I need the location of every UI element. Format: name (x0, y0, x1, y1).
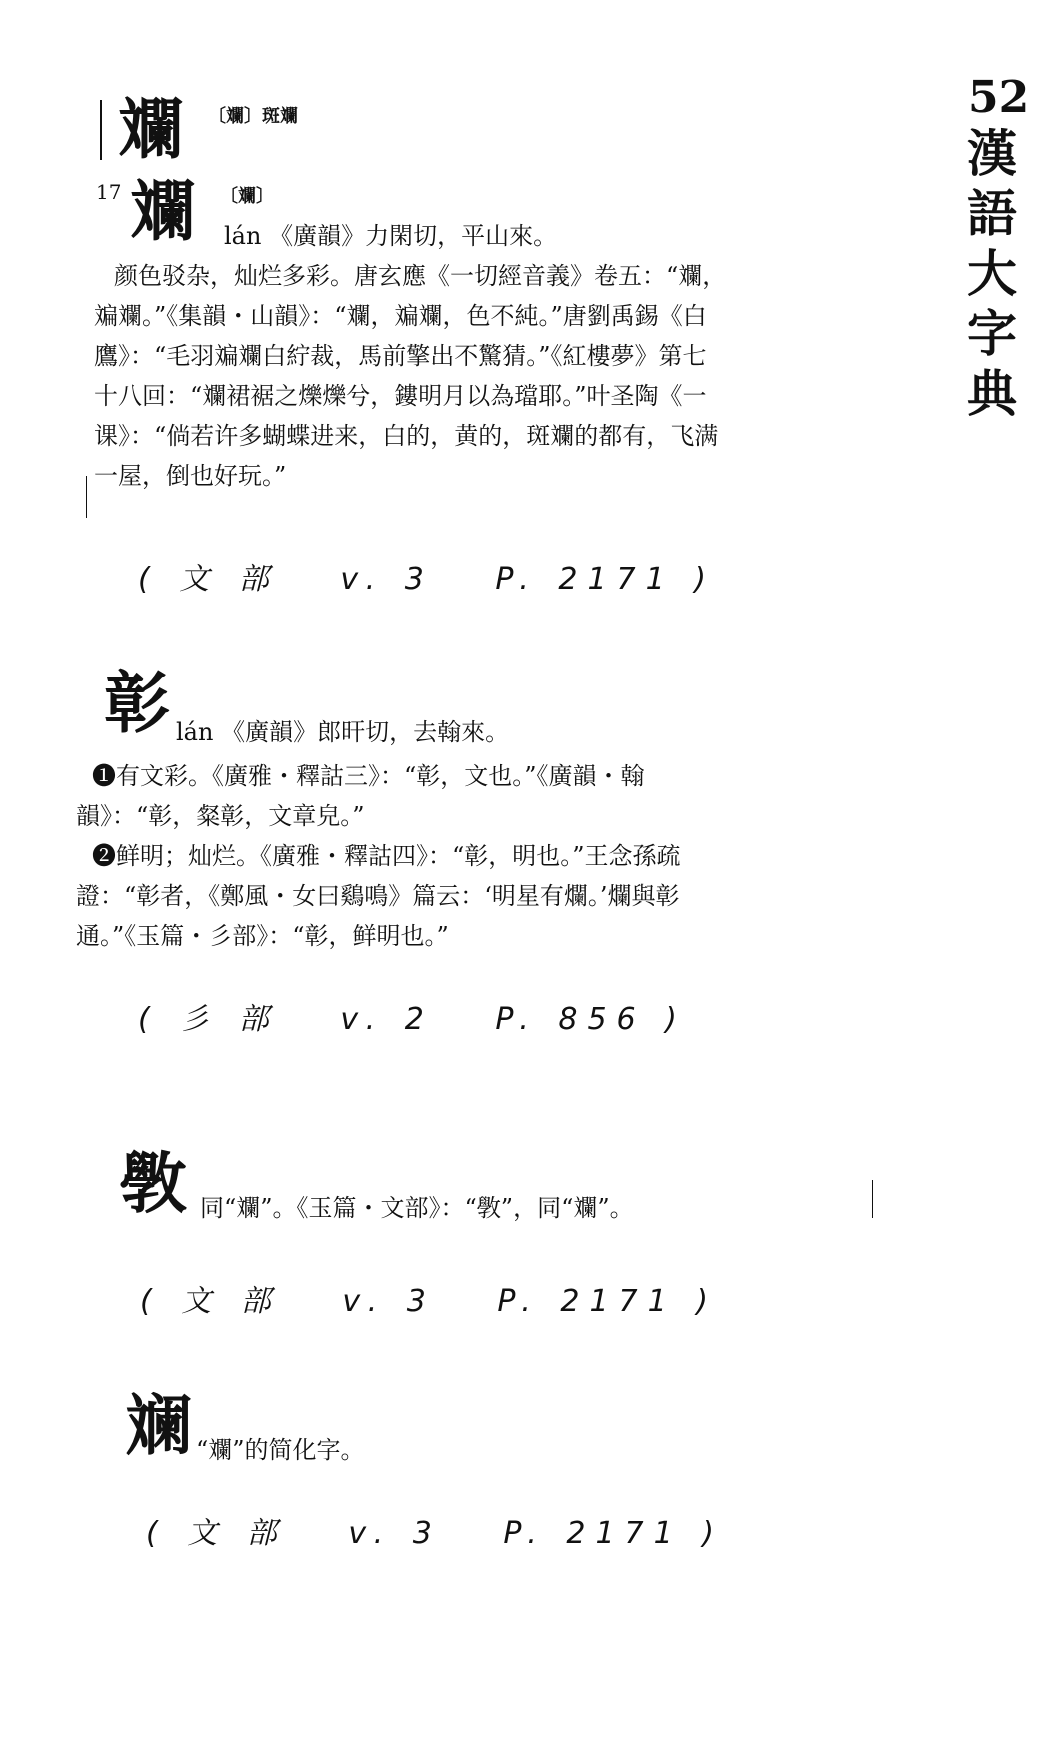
ref-radical: ( 文 部 (146, 1516, 287, 1551)
definition-line: 斒斕。”《集韻・山韻》：“斕，斒斕，色不純。”唐劉禹錫《白 (94, 302, 707, 330)
definition-line: 课》：“倘若许多蝴蝶进来，白的，黄的，斑斕的都有，飞满 (94, 422, 719, 450)
ref-radical: ( 彡 部 (138, 1002, 279, 1037)
margin-rule (100, 100, 102, 160)
title-char: 大 (967, 244, 1017, 303)
variant-note: 〔斕〕 (220, 186, 274, 207)
entry-text: “斕”的简化字。 (196, 1436, 365, 1464)
pronunciation: lán 《廣韻》郎旰切，去翰來。 (176, 718, 510, 746)
ref-page: P. 2171 ) (503, 1516, 724, 1551)
ref-volume: v. 3 (340, 562, 434, 597)
margin-rule (86, 476, 87, 518)
title-char: 漢 (967, 124, 1017, 183)
entry-definition (94, 256, 726, 496)
radical-reference (140, 1276, 760, 1320)
headword: 斕 (118, 90, 184, 168)
definition-line: 一屋，倒也好玩。” (94, 462, 287, 490)
ref-volume: v. 3 (348, 1516, 442, 1551)
ref-page: P. 2171 ) (497, 1284, 718, 1319)
entry-definition (76, 756, 681, 956)
title-char: 語 (967, 184, 1017, 243)
ref-volume: v. 2 (340, 1002, 434, 1037)
radical-reference (146, 1508, 766, 1552)
radical-reference (138, 994, 729, 1038)
ref-page: P. 2171 ) (495, 562, 716, 597)
variant-note: 〔斕〕斑斕 (208, 106, 298, 127)
ref-radical: ( 文 部 (140, 1284, 281, 1319)
margin-rule (872, 1180, 873, 1218)
dictionary-title (962, 124, 1022, 424)
title-char: 字 (967, 304, 1017, 363)
headword: 斆 (120, 1144, 186, 1222)
definition-line: 十八回：“斕裙裾之爍爍兮，鏤明月以為璫耶。”叶圣陶《一 (94, 382, 707, 410)
definition-line: 通。”《玉篇・彡部》：“彰，鲜明也。” (76, 922, 449, 950)
headword: 斓 (126, 1386, 192, 1464)
page-number: 52 (968, 72, 1030, 123)
definition-line: 鷹》：“毛羽斒斕白紵裁，馬前擎出不驚猜。”《紅樓夢》第七 (94, 342, 707, 370)
definition-line: ❶有文彩。《廣雅・釋詁三》：“彰，文也。”《廣韻・翰 (92, 762, 645, 790)
definition-line: 颜色驳杂，灿烂多彩。唐玄應《一切經音義》卷五：“斕， (114, 262, 727, 290)
title-char: 典 (967, 364, 1017, 423)
definition-line: 韻》：“彰，粲彰，文章皃。” (76, 802, 365, 830)
definition-line: ❷鲜明；灿烂。《廣雅・釋詁四》：“彰，明也。”王念孫疏 (92, 842, 681, 870)
line-number: 17 (96, 180, 122, 204)
ref-page: P. 856 ) (495, 1002, 687, 1037)
pronunciation: lán 《廣韻》力閑切，平山來。 (224, 222, 558, 250)
headword: 彰 (104, 664, 170, 742)
headword: 斕 (130, 172, 196, 250)
entry-text: 同“斕”。《玉篇・文部》：“斆”，同“斕”。 (200, 1194, 634, 1222)
definition-line: 證：“彰者，《鄭風・女曰鷄鳴》篇云：‘明星有爛。’爛與彰 (76, 882, 680, 910)
ref-radical: ( 文 部 (138, 562, 279, 597)
ref-volume: v. 3 (342, 1284, 436, 1319)
radical-reference (138, 554, 758, 598)
